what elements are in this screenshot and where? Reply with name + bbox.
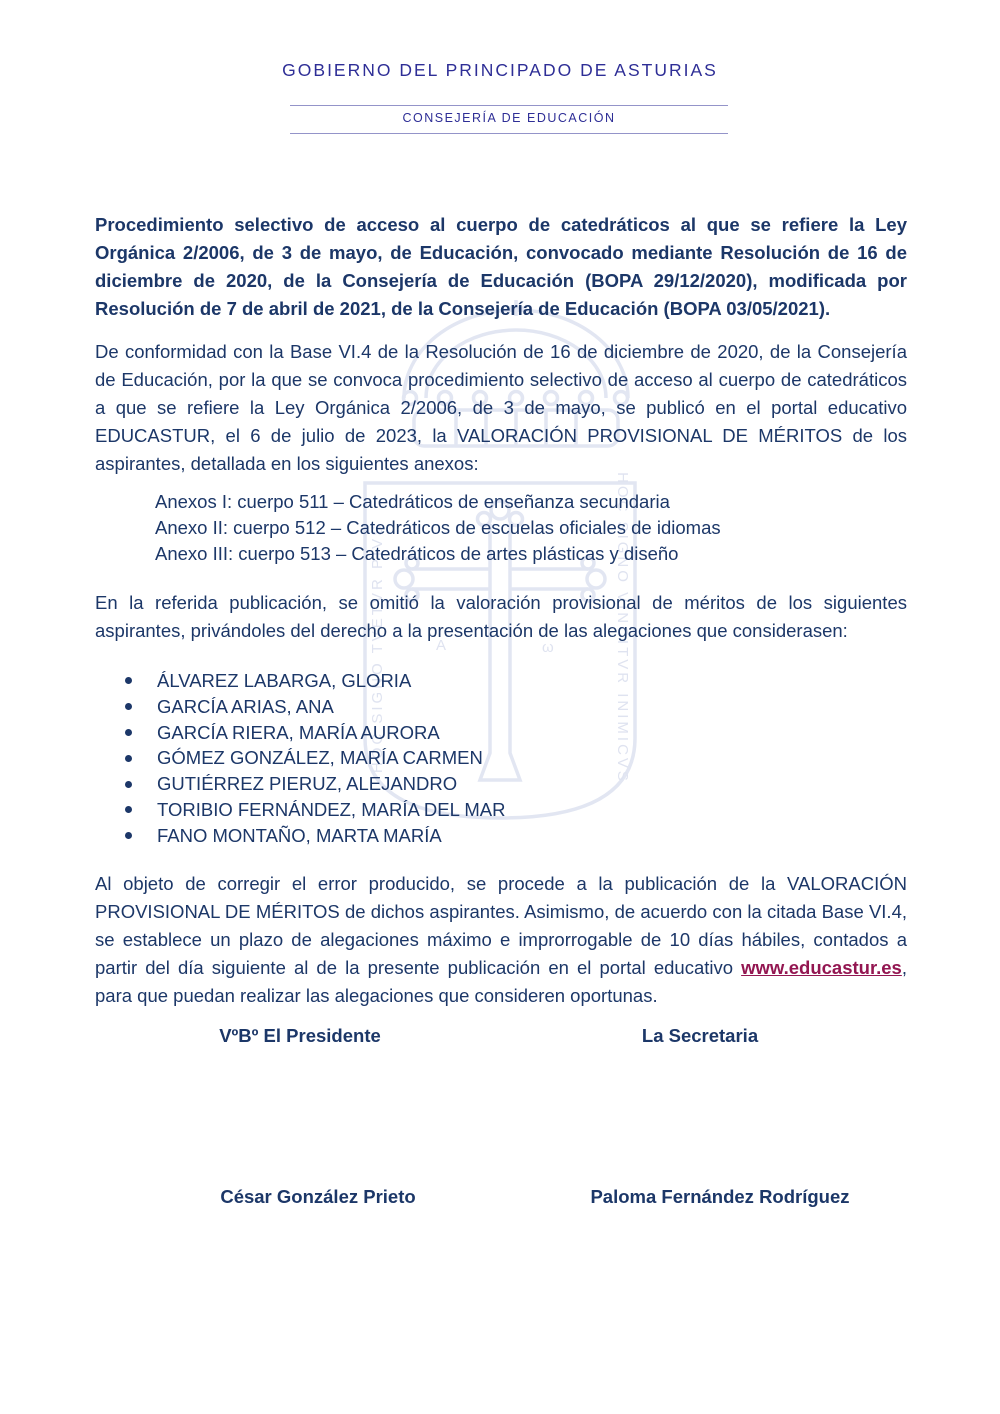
applicant-name: GUTIÉRREZ PIERUZ, ALEJANDRO bbox=[157, 773, 458, 795]
applicant-name: GARCÍA RIERA, MARÍA AURORA bbox=[157, 721, 440, 743]
list-item bbox=[125, 771, 907, 797]
header-rule-bottom bbox=[290, 133, 728, 134]
annex-list bbox=[155, 489, 907, 567]
secretary-name: Paloma Fernández Rodríguez bbox=[590, 1185, 850, 1207]
bullet-icon bbox=[125, 832, 132, 839]
signature-names-row bbox=[95, 1183, 907, 1211]
bullet-icon bbox=[125, 755, 132, 762]
closing-text-before-link: Al objeto de corregir el error producido, se procede a la publicación de la VALORACIÓN PROVISIONAL DE MÉRITOS de dichos aspirantes. Asimismo, de acuerdo con la citada Base VI.4, se establece un plazo de alegaciones máximo e improrrogable de 10 días hábiles, contados a partir del día siguiente al de la presente publicación en el portal educativo bbox=[95, 872, 907, 978]
applicant-list bbox=[125, 668, 907, 849]
procedure-title-paragraph: Procedimiento selectivo de acceso al cuerpo de catedráticos al que se refiere la Ley Orgánica 2/2006, de 3 de mayo, de Educación, convocado mediante Resolución de 16 de diciembre de 2020, de la Consejería de Educación (BOPA 29/12/2020), modificada por Resolución de 7 de abril de 2021, de la Consejería de Educación (BOPA 03/05/2021). bbox=[95, 214, 907, 319]
list-item bbox=[125, 668, 907, 694]
bullet-icon bbox=[125, 677, 132, 684]
annex-item: Anexo II: cuerpo 512 – Catedráticos de escuelas oficiales de idiomas bbox=[155, 517, 721, 538]
list-item bbox=[125, 823, 907, 849]
applicant-name: TORIBIO FERNÁNDEZ, MARÍA DEL MAR bbox=[157, 798, 506, 820]
annex-item: Anexo III: cuerpo 513 – Catedráticos de artes plásticas y diseño bbox=[155, 543, 679, 564]
closing-text-after-link: , para que puedan realizar las alegaciones que consideren oportunas. bbox=[95, 956, 907, 1006]
president-name: César González Prieto bbox=[220, 1185, 416, 1207]
applicant-name: GÓMEZ GONZÁLEZ, MARÍA CARMEN bbox=[157, 747, 483, 769]
department-title: CONSEJERÍA DE EDUCACIÓN bbox=[402, 111, 616, 125]
bullet-icon bbox=[125, 703, 132, 710]
alpha-glyph: A bbox=[436, 637, 450, 654]
list-item bbox=[125, 745, 907, 771]
bullet-icon bbox=[125, 729, 132, 736]
bullet-icon bbox=[125, 781, 132, 788]
educastur-link[interactable]: www.educastur.es bbox=[741, 956, 902, 978]
government-title: GOBIERNO DEL PRINCIPADO DE ASTURIAS bbox=[282, 60, 718, 80]
intro-paragraph: De conformidad con la Base VI.4 de la Resolución de 16 de diciembre de 2020, de la Consejería de Educación, por la que se convoca procedimiento selectivo de acceso al cuerpo de catedráticos a que se refiere la Ley Orgánica 2/2006, de 3 de mayo, se publicó en el portal educativo EDUCASTUR, el 6 de julio de 2023, la VALORACIÓN PROVISIONAL DE MÉRITOS de los aspirantes, detallada en los siguientes anexos: bbox=[95, 341, 907, 474]
list-item bbox=[125, 694, 907, 720]
closing-paragraph bbox=[95, 870, 907, 1010]
omega-glyph: ω bbox=[542, 639, 557, 656]
applicant-name: GARCÍA ARIAS, ANA bbox=[157, 695, 334, 717]
president-role-label: VºBº El Presidente bbox=[219, 1024, 381, 1046]
omission-paragraph: En la referida publicación, se omitió la valoración provisional de méritos de los siguientes aspirantes, privándoles del derecho a la presentación de las alegaciones que considerasen: bbox=[95, 592, 907, 641]
signature-roles-row bbox=[95, 1022, 907, 1050]
header-rule-top bbox=[290, 105, 728, 106]
left-motto-text: HOC SIGNO TVETVR PIVS bbox=[369, 522, 386, 774]
list-item bbox=[125, 720, 907, 746]
document-body bbox=[95, 211, 907, 1211]
bullet-icon bbox=[125, 806, 132, 813]
secretary-role-label: La Secretaria bbox=[641, 1024, 759, 1046]
right-motto-text: HOC SIGNO VINCITVR INIMICVS bbox=[614, 472, 631, 784]
annex-item: Anexos I: cuerpo 511 – Catedráticos de enseñanza secundaria bbox=[155, 491, 670, 512]
list-item bbox=[125, 797, 907, 823]
applicant-name: ÁLVAREZ LABARGA, GLORIA bbox=[157, 670, 412, 691]
applicant-name: FANO MONTAÑO, MARTA MARÍA bbox=[157, 824, 442, 846]
